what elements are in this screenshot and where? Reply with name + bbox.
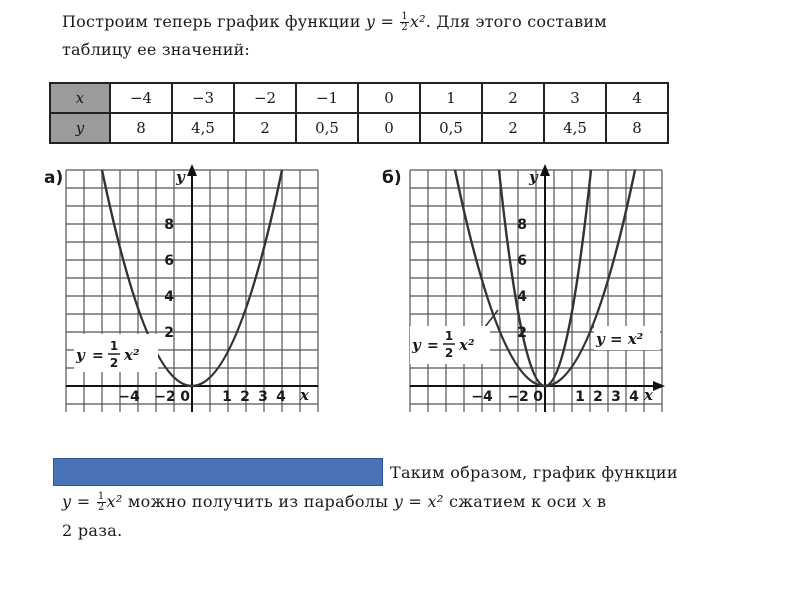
- x-tick-label: −2: [507, 389, 529, 405]
- intro-equals: =: [375, 12, 400, 31]
- y-tick-label: 6: [517, 253, 527, 269]
- table-cell: −3: [172, 83, 234, 113]
- label-frac-den: 2: [109, 356, 119, 370]
- table-cell: 8: [110, 113, 172, 143]
- table-cell: 2: [234, 113, 296, 143]
- x-tick-label: 4: [276, 389, 286, 405]
- x-tick-label: 2: [240, 389, 250, 405]
- x-tick-label: 1: [575, 389, 585, 405]
- figure-a-graph: [64, 160, 324, 420]
- figure-b-x-axis-label: x: [644, 386, 653, 404]
- label-var-y: y: [76, 346, 85, 364]
- x-tick-label: 3: [611, 389, 621, 405]
- table-cell: 0,5: [420, 113, 482, 143]
- figure-a-axes: [66, 164, 318, 412]
- table-cell: 2: [482, 113, 544, 143]
- label-x-squared: x²: [459, 336, 475, 354]
- table-cell: 0,5: [296, 113, 358, 143]
- conclusion-x-squared-2: x²: [427, 492, 444, 511]
- y-tick-label: 2: [517, 325, 527, 341]
- table-header-y: y: [50, 113, 110, 143]
- conclusion-var-x: x: [582, 492, 592, 511]
- figure-a-curve-label: [74, 334, 158, 372]
- figure-b-axes: [410, 164, 665, 412]
- conclusion-fraction: [97, 492, 106, 513]
- conclusion-var-y2: y: [393, 492, 404, 511]
- conclusion-tail-text-2: в: [591, 492, 607, 511]
- y-tick-label: 2: [164, 325, 174, 341]
- intro-text-end: . Для этого составим: [425, 12, 607, 31]
- y-tick-label: 4: [517, 289, 527, 305]
- table-cell: 0: [358, 113, 420, 143]
- table-cell: 4: [606, 83, 668, 113]
- intro-var-y: y: [365, 12, 376, 31]
- conclusion-paragraph: [62, 458, 752, 545]
- label-y-equals-x-squared: y = x²: [596, 330, 644, 348]
- x-tick-label: −2: [154, 389, 176, 405]
- table-cell: −4: [110, 83, 172, 113]
- table-cell: −2: [234, 83, 296, 113]
- label-frac-den: 2: [444, 346, 454, 360]
- figure-b-left-curve-label: [410, 326, 490, 364]
- x-tick-label: 1: [222, 389, 232, 405]
- figure-b-graph: [404, 160, 666, 420]
- table-cell: 8: [606, 113, 668, 143]
- table-cell: 0: [358, 83, 420, 113]
- intro-frac-num: 1: [401, 11, 408, 22]
- conclusion-var-y: y: [62, 492, 72, 511]
- intro-paragraph: [62, 8, 702, 64]
- intro-x-squared: x²: [409, 12, 426, 31]
- conclusion-equals: =: [71, 492, 96, 511]
- figure-a-letter: а): [44, 168, 64, 188]
- conclusion-mid-text: можно получить из параболы: [122, 492, 394, 511]
- figure-b-y-axis-label: y: [529, 168, 538, 186]
- y-tick-label: 8: [164, 217, 174, 233]
- table-header-x: x: [50, 83, 110, 113]
- table-row-x: [50, 83, 668, 113]
- table-row-y: [50, 113, 668, 143]
- values-table: [49, 82, 669, 144]
- figure-a-x-axis-label: x: [300, 386, 309, 404]
- x-tick-label: 3: [258, 389, 268, 405]
- figure-b-grid: [410, 170, 662, 412]
- figure-b-right-curve-label: [594, 326, 660, 350]
- intro-frac-den: 2: [401, 22, 408, 33]
- conclusion-tail-text: сжатием к оси: [443, 492, 583, 511]
- y-tick-label: 6: [164, 253, 174, 269]
- origin-label: 0: [180, 389, 190, 405]
- table-cell: 3: [544, 83, 606, 113]
- label-equals: =: [427, 338, 439, 354]
- x-tick-label: 4: [629, 389, 639, 405]
- label-var-y: y: [412, 336, 421, 354]
- intro-text-start: Построим теперь график функции: [62, 12, 366, 31]
- conclusion-line-three: 2 раза.: [62, 521, 123, 540]
- figure-a-y-axis-label: y: [176, 168, 185, 186]
- figure-b-letter: б): [382, 168, 402, 188]
- conclusion-line-one: Таким образом, график функции: [390, 463, 678, 482]
- x-tick-label: −4: [471, 389, 493, 405]
- table-cell: 2: [482, 83, 544, 113]
- x-tick-label: −4: [118, 389, 140, 405]
- label-frac-num: 1: [109, 339, 119, 353]
- table-cell: 4,5: [172, 113, 234, 143]
- label-frac-num: 1: [444, 329, 454, 343]
- x-tick-label: 2: [593, 389, 603, 405]
- y-tick-label: 4: [164, 289, 174, 305]
- origin-label: 0: [533, 389, 543, 405]
- conclusion-frac-den: 2: [97, 502, 105, 513]
- conclusion-frac-num: 1: [97, 491, 105, 502]
- intro-line-two: таблицу ее значений:: [62, 40, 251, 59]
- conclusion-equals-2: =: [403, 492, 428, 511]
- x-axis-arrow-icon: [653, 381, 665, 391]
- table-cell: 1: [420, 83, 482, 113]
- table-cell: −1: [296, 83, 358, 113]
- label-x-squared: x²: [124, 346, 140, 364]
- label-equals: =: [92, 348, 104, 364]
- y-tick-label: 8: [517, 217, 527, 233]
- table-cell: 4,5: [544, 113, 606, 143]
- intro-fraction: [400, 12, 409, 33]
- conclusion-x-squared: x²: [106, 492, 123, 511]
